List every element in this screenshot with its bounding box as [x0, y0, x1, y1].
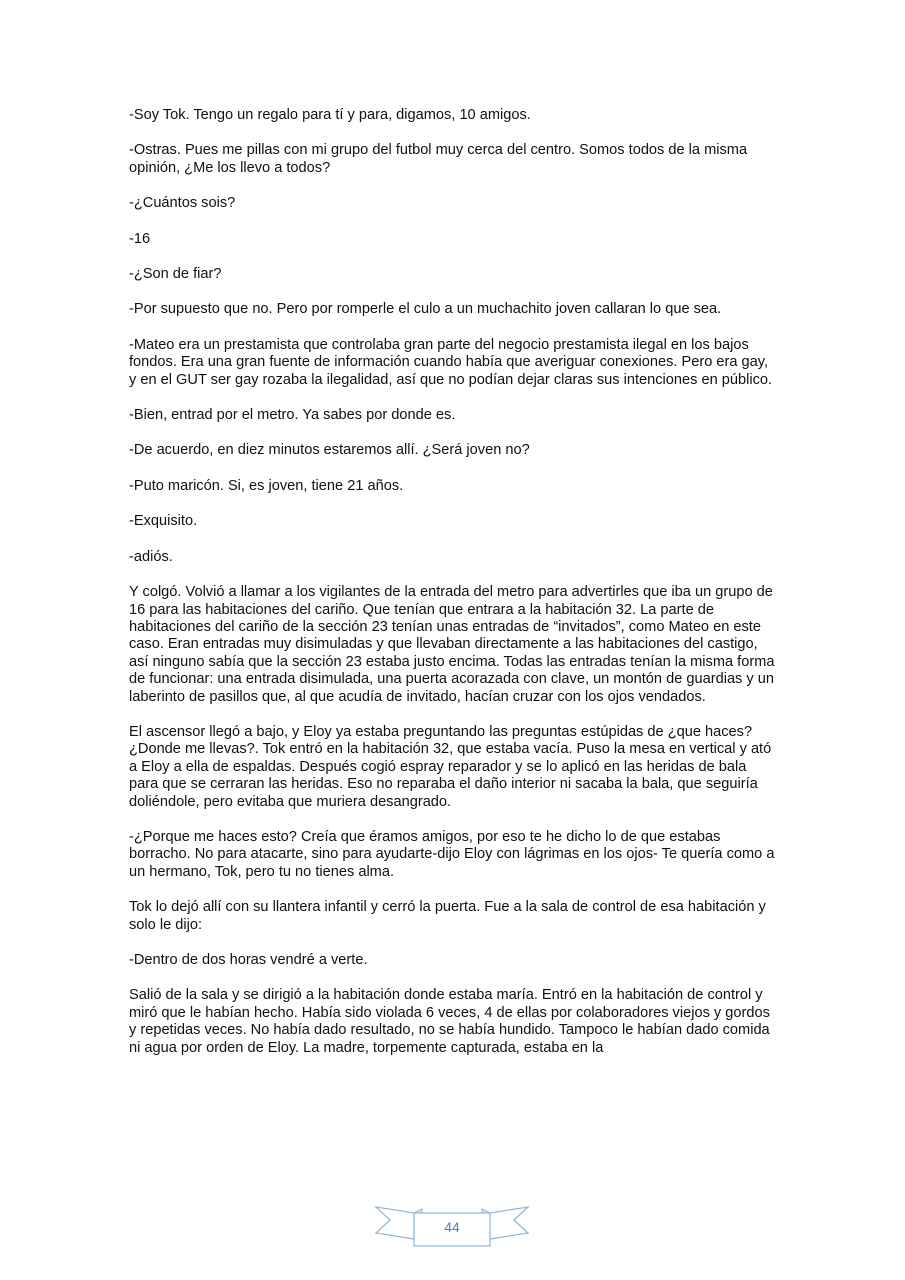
- paragraph: -Por supuesto que no. Pero por romperle el culo a un muchachito joven callaran lo que sea.: [129, 301, 722, 318]
- paragraph: -Ostras. Pues me pillas con mi grupo del futbol muy cerca del centro. Somos todos de la misma opinión, ¿Me los llevo a todos?: [129, 142, 748, 176]
- paragraph: -¿Cuántos sois?: [129, 195, 236, 212]
- paragraph: -Dentro de dos horas vendré a verte.: [129, 952, 368, 968]
- paragraph: -De acuerdo, en diez minutos estaremos allí. ¿Será joven no?: [129, 442, 530, 459]
- paragraph: -Mateo era un prestamista que controlaba gran parte del negocio prestamista ilegal en los bajos fondos. Era una gran fuente de información cuando había que averiguar conexiones. Pero era gay, y en el GUT ser gay rozaba la ilegalidad, así que no podían dejar claras sus intenciones en público.: [129, 336, 773, 388]
- paragraph: -¿Son de fiar?: [129, 266, 222, 283]
- paragraph: -Bien, entrad por el metro. Ya sabes por donde es.: [129, 407, 456, 424]
- paragraph: El ascensor llegó a bajo, y Eloy ya estaba preguntando las preguntas estúpidas de ¿que haces? ¿Donde me llevas?. Tok entró en la habitación 32, que estaba vacía. Puso la mesa en vertical y ató a Eloy a ella de espaldas. Después cogió espray reparador y se lo aplicó en las heridas de bala para que se cerraran las heridas. Eso no reparaba el daño interior ni sacaba la bala, que seguiría doliéndole, pero evitaba que muriera desangrado.: [129, 723, 772, 810]
- paragraph: Salió de la sala y se dirigió a la habitación donde estaba maría. Entró en la habitación de control y miró que le habían hecho. Había sido violada 6 veces, 4 de ellas por colaboradores viejos y gordos y repetidas veces. No había dado resultado, no se había hundido. Tampoco le habían dado comida ni agua por orden de Eloy. La madre, torpemente capturada, estaba en la: [129, 987, 770, 1056]
- paragraph: -Exquisito.: [129, 513, 198, 530]
- paragraph: -Soy Tok. Tengo un regalo para tí y para, digamos, 10 amigos.: [129, 107, 531, 123]
- paragraph: Tok lo dejó allí con su llantera infantil y cerró la puerta. Fue a la sala de control de esa habitación y solo le dijo:: [129, 899, 766, 933]
- page-body: [129, 107, 777, 1075]
- paragraph: -¿Porque me haces esto? Creía que éramos amigos, por eso te he dicho lo de que estabas borracho. No para atacarte, sino para ayudarte-dijo Eloy con lágrimas en los ojos- Te quería como a un hermano, Tok, pero tu no tienes alma.: [129, 828, 775, 880]
- paragraph: -adiós.: [129, 548, 173, 565]
- page-number: 44: [444, 1219, 460, 1235]
- paragraph: -Puto maricón. Si, es joven, tiene 21 años.: [129, 477, 404, 494]
- paragraph: -16: [129, 230, 151, 247]
- paragraph: Y colgó. Volvió a llamar a los vigilantes de la entrada del metro para advertirles que iba un grupo de 16 para las habitaciones del cariño. Que tenían que entrara a la habitación 32. La parte de habitaciones del cariño de la sección 23 tenían unas entradas de “invitados”, como Mateo en este caso. Eran entradas muy disimuladas y que llevaban directamente a las habitaciones del castigo, así ninguno sabía que la sección 23 estaba justo encima. Todas las entradas tenían la misma forma de funcionar: una entrada disimulada, una puerta acorazada con clave, un montón de guardias y un laberinto de pasillos que, al que acudía de invitado, hacían cruzar con los ojos vendados.: [129, 584, 775, 705]
- page-number-ribbon: [374, 1203, 530, 1249]
